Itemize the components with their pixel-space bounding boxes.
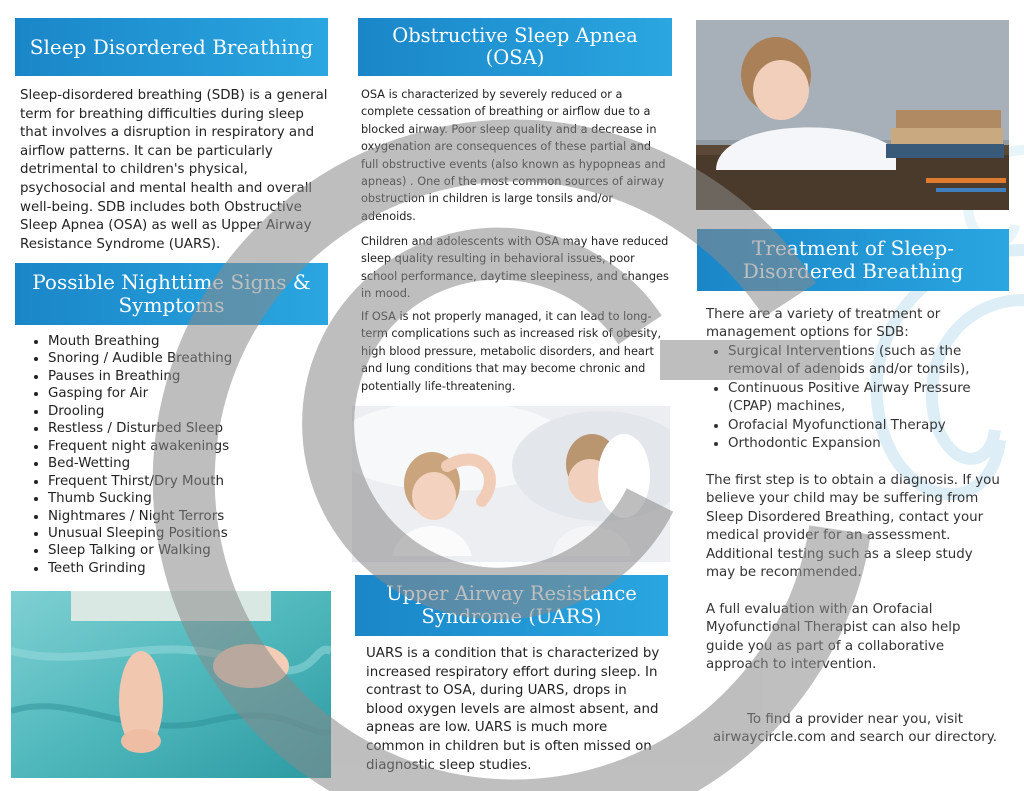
- signs-list-item: • Nightmares / Night Terrors: [48, 508, 348, 525]
- signs-list-item: • Thumb Sucking: [48, 490, 348, 507]
- treatment-list-item: • Continuous Positive Airway Pressure (CPAP) machines,: [728, 380, 1018, 417]
- signs-list-item: • Snoring / Audible Breathing: [48, 350, 348, 367]
- signs-list-item: • Restless / Disturbed Sleep: [48, 420, 348, 437]
- signs-list-item: • Bed-Wetting: [48, 455, 348, 472]
- sdb-title-banner: [15, 18, 328, 76]
- uars-paragraph: UARS is a condition that is characterized by increased respiratory effort during sleep. In contrast to OSA, during UARS, drops in blood oxygen levels are almost absent, and apneas are low. UARS is much more common in children but is often missed on diagnostic sleep studies.: [366, 646, 660, 773]
- signs-list-item: • Teeth Grinding: [48, 560, 348, 577]
- treatment-title: Treatment of Sleep-Disordered Breathing: [742, 236, 964, 283]
- treatment-list-item: • Orthodontic Expansion: [728, 435, 1018, 453]
- signs-list-item: • Frequent Thirst/Dry Mouth: [48, 473, 348, 490]
- treatment-list: [706, 343, 1018, 453]
- diagnosis-paragraph: The first step is to obtain a diagnosis. If you believe your child may be suffering from Sleep Disordered Breathing, contact your medical provider for an assessment. Additional testing such as a sleep study may be recommended.: [706, 473, 1000, 581]
- osa-title: Obstructive Sleep Apnea (OSA): [392, 23, 638, 69]
- find-provider-paragraph: To find a provider near you, visit airwaycircle.com and search our directory.: [712, 712, 998, 746]
- signs-list-item: • Gasping for Air: [48, 385, 348, 402]
- signs-list-item: • Mouth Breathing: [48, 333, 348, 350]
- signs-list-item: • Unusual Sleeping Positions: [48, 525, 348, 542]
- feet-photo: [11, 591, 331, 778]
- signs-list-item: • Pauses in Breathing: [48, 368, 348, 385]
- signs-title-banner: [15, 263, 328, 325]
- tired-boy-photo: [696, 20, 1009, 210]
- uars-title: Upper Airway Resistance Syndrome (UARS): [386, 582, 637, 628]
- evaluation-paragraph: A full evaluation with an Orofacial Myofunctional Therapist can also help guide you as part of a collaborative approach to intervention.: [706, 602, 961, 673]
- treatment-intro: There are a variety of treatment or management options for SDB:: [706, 307, 941, 341]
- osa-paragraph-3: If OSA is not properly managed, it can lead to long-term complications such as increased risk of obesity, high blood pressure, metabolic disorders, and heart and lung conditions that may become chronic and potentially life-threatening.: [361, 310, 662, 393]
- sleeping-children-photo: [352, 406, 670, 562]
- signs-list-item: • Frequent night awakenings: [48, 438, 348, 455]
- treatment-list-item: • Orofacial Myofunctional Therapy: [728, 417, 1018, 435]
- signs-list-item: • Drooling: [48, 403, 348, 420]
- signs-title: Possible Nighttime Signs & Symptoms: [32, 270, 311, 317]
- osa-paragraph-2: Children and adolescents with OSA may have reduced sleep quality resulting in behavioral issues, poor school performance, daytime sleepiness, and changes in mood.: [361, 235, 669, 301]
- treatment-list-item: • Surgical Interventions (such as the removal of adenoids and/or tonsils),: [728, 343, 1018, 380]
- sdb-title: Sleep Disordered Breathing: [29, 34, 314, 59]
- signs-list-item: • Sleep Talking or Walking: [48, 542, 348, 559]
- osa-paragraph-1: OSA is characterized by severely reduced or a complete cessation of breathing or airflow due to a blocked airway. Poor sleep quality and a decrease in oxygenation are consequences of these partial and full obstructive events (also known as hypopneas and apneas) . One of the most common sources of airway obstruction in children is large tonsils and/or adenoids.: [361, 88, 666, 223]
- signs-list: [16, 333, 348, 577]
- uars-title-banner: [355, 575, 668, 636]
- treatment-title-banner: [697, 229, 1009, 291]
- osa-title-banner: [358, 18, 672, 76]
- sdb-intro-paragraph: Sleep-disordered breathing (SDB) is a general term for breathing difficulties during sleep that involves a disruption in respiratory and airflow patterns. It can be particularly detrimental to children's physical, psychosocial and mental health and overall well-being. SDB includes both Obstructive Sleep Apnea (OSA) as well as Upper Airway Resistance Syndrome (UARS).: [20, 88, 328, 252]
